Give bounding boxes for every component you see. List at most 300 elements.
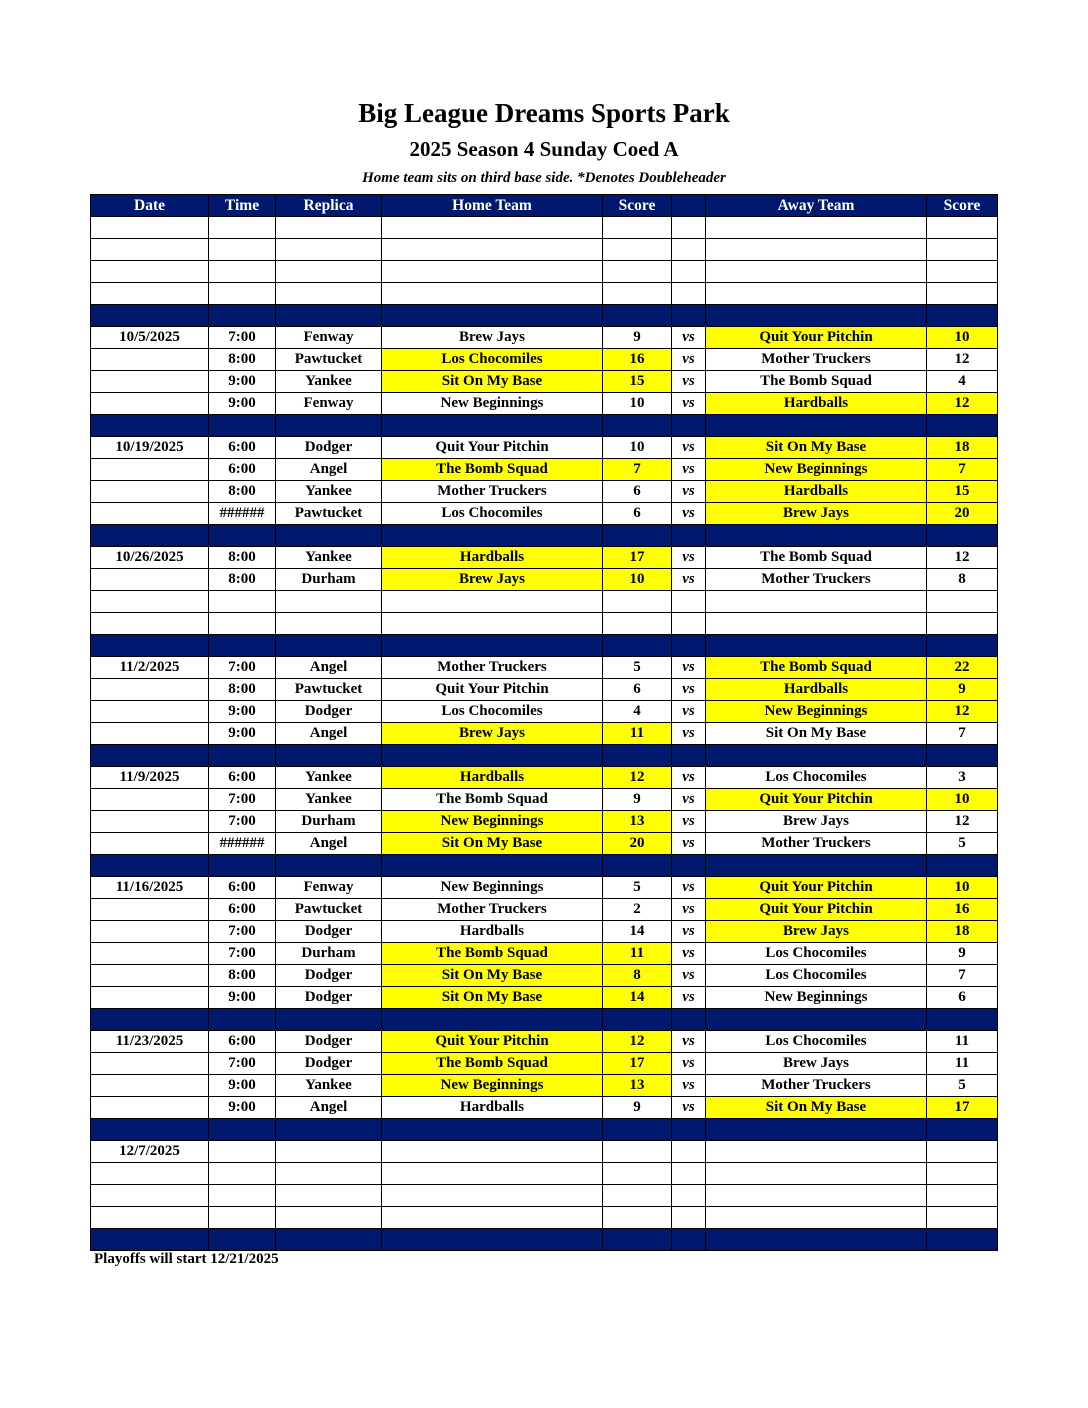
time-cell: ######	[209, 503, 276, 525]
vs-cell: vs	[672, 899, 706, 921]
date-cell	[91, 239, 209, 261]
home-team-cell: New Beginnings	[382, 1075, 603, 1097]
away-team-cell	[706, 239, 927, 261]
vs-cell	[672, 745, 706, 767]
vs-cell	[672, 1229, 706, 1251]
home-score-cell: 6	[603, 679, 672, 701]
home-score-cell	[603, 305, 672, 327]
week-separator-row	[91, 525, 998, 547]
home-team-cell: Sit On My Base	[382, 833, 603, 855]
game-row	[91, 987, 998, 1009]
vs-cell: vs	[672, 1097, 706, 1119]
time-cell: 8:00	[209, 481, 276, 503]
replica-cell	[276, 1229, 382, 1251]
vs-cell: vs	[672, 921, 706, 943]
week-separator-row	[91, 1009, 998, 1031]
game-row	[91, 371, 998, 393]
away-score-cell	[927, 217, 998, 239]
week-separator-row	[91, 1229, 998, 1251]
time-cell: 9:00	[209, 393, 276, 415]
playoffs-note: Playoffs will start 12/21/2025	[94, 1251, 279, 1267]
vs-cell: vs	[672, 481, 706, 503]
home-team-cell: Hardballs	[382, 1097, 603, 1119]
away-team-cell: Quit Your Pitchin	[706, 327, 927, 349]
page-title: Big League Dreams Sports Park	[358, 98, 730, 128]
away-team-cell	[706, 1207, 927, 1229]
time-cell	[209, 745, 276, 767]
vs-cell	[672, 283, 706, 305]
vs-cell	[672, 613, 706, 635]
away-team-cell	[706, 1163, 927, 1185]
date-cell	[91, 1163, 209, 1185]
home-score-cell: 12	[603, 1031, 672, 1053]
week-separator-row	[91, 415, 998, 437]
date-cell: 11/2/2025	[91, 657, 209, 679]
date-cell	[91, 679, 209, 701]
home-score-cell: 10	[603, 393, 672, 415]
away-score-cell: 5	[927, 833, 998, 855]
vs-cell	[672, 1207, 706, 1229]
empty-row	[91, 283, 998, 305]
time-cell	[209, 1009, 276, 1031]
away-score-cell: 17	[927, 1097, 998, 1119]
home-score-cell	[603, 1229, 672, 1251]
replica-cell: Fenway	[276, 877, 382, 899]
home-score-cell	[603, 591, 672, 613]
date-cell	[91, 503, 209, 525]
home-score-cell: 15	[603, 371, 672, 393]
away-score-cell: 12	[927, 811, 998, 833]
time-cell: 6:00	[209, 1031, 276, 1053]
away-team-cell: Los Chocomiles	[706, 767, 927, 789]
home-score-cell: 14	[603, 987, 672, 1009]
date-cell	[91, 217, 209, 239]
empty-row	[91, 1163, 998, 1185]
replica-cell	[276, 239, 382, 261]
replica-cell: Angel	[276, 833, 382, 855]
home-team-cell: New Beginnings	[382, 877, 603, 899]
home-score-cell: 10	[603, 437, 672, 459]
time-cell	[209, 305, 276, 327]
home-team-cell	[382, 635, 603, 657]
replica-cell: Yankee	[276, 767, 382, 789]
away-team-cell	[706, 305, 927, 327]
date-cell	[91, 701, 209, 723]
time-cell	[209, 855, 276, 877]
time-cell: 7:00	[209, 1053, 276, 1075]
empty-row	[91, 1141, 998, 1163]
time-cell	[209, 635, 276, 657]
vs-cell	[672, 261, 706, 283]
away-score-cell: 6	[927, 987, 998, 1009]
date-cell: 10/19/2025	[91, 437, 209, 459]
away-team-cell	[706, 613, 927, 635]
date-cell	[91, 1009, 209, 1031]
home-team-cell: Sit On My Base	[382, 987, 603, 1009]
vs-cell: vs	[672, 943, 706, 965]
away-team-cell: Brew Jays	[706, 1053, 927, 1075]
date-cell	[91, 723, 209, 745]
time-cell: 9:00	[209, 371, 276, 393]
away-score-cell: 16	[927, 899, 998, 921]
home-team-cell: Mother Truckers	[382, 657, 603, 679]
game-row	[91, 569, 998, 591]
home-score-cell: 4	[603, 701, 672, 723]
away-team-cell: Quit Your Pitchin	[706, 877, 927, 899]
home-score-cell	[603, 283, 672, 305]
home-team-cell: Mother Truckers	[382, 481, 603, 503]
date-cell	[91, 943, 209, 965]
away-score-cell	[927, 591, 998, 613]
away-score-cell: 8	[927, 569, 998, 591]
time-cell	[209, 415, 276, 437]
home-team-cell	[382, 1207, 603, 1229]
time-cell: 8:00	[209, 569, 276, 591]
date-cell	[91, 833, 209, 855]
home-score-cell: 6	[603, 481, 672, 503]
home-score-cell: 9	[603, 1097, 672, 1119]
week-separator-row	[91, 1119, 998, 1141]
date-cell	[91, 1075, 209, 1097]
date-cell: 11/23/2025	[91, 1031, 209, 1053]
empty-row	[91, 591, 998, 613]
date-cell	[91, 283, 209, 305]
away-score-cell	[927, 635, 998, 657]
week-separator-row	[91, 305, 998, 327]
vs-cell: vs	[672, 1053, 706, 1075]
home-score-cell: 7	[603, 459, 672, 481]
home-team-cell	[382, 1229, 603, 1251]
home-score-cell	[603, 745, 672, 767]
time-cell: 9:00	[209, 723, 276, 745]
replica-cell: Angel	[276, 723, 382, 745]
date-cell	[91, 349, 209, 371]
away-team-cell	[706, 1185, 927, 1207]
game-row	[91, 481, 998, 503]
date-cell	[91, 613, 209, 635]
replica-cell	[276, 283, 382, 305]
time-cell: 8:00	[209, 349, 276, 371]
away-score-cell: 18	[927, 437, 998, 459]
replica-cell: Dodger	[276, 437, 382, 459]
vs-cell: vs	[672, 437, 706, 459]
replica-cell: Durham	[276, 943, 382, 965]
away-score-cell	[927, 1185, 998, 1207]
date-cell	[91, 1207, 209, 1229]
away-team-cell: The Bomb Squad	[706, 657, 927, 679]
replica-cell	[276, 591, 382, 613]
replica-cell: Angel	[276, 657, 382, 679]
home-score-cell: 13	[603, 1075, 672, 1097]
replica-cell	[276, 1009, 382, 1031]
home-team-cell	[382, 855, 603, 877]
game-row	[91, 503, 998, 525]
date-cell: 12/7/2025	[91, 1141, 209, 1163]
date-cell	[91, 393, 209, 415]
date-cell	[91, 305, 209, 327]
vs-cell: vs	[672, 327, 706, 349]
date-cell	[91, 459, 209, 481]
date-cell	[91, 261, 209, 283]
away-team-cell	[706, 1119, 927, 1141]
vs-cell: vs	[672, 459, 706, 481]
replica-cell	[276, 1207, 382, 1229]
replica-cell	[276, 525, 382, 547]
home-score-cell: 9	[603, 789, 672, 811]
away-score-cell: 12	[927, 547, 998, 569]
home-team-cell: Brew Jays	[382, 327, 603, 349]
home-score-cell: 10	[603, 569, 672, 591]
home-team-cell	[382, 1141, 603, 1163]
time-cell: 6:00	[209, 899, 276, 921]
home-score-cell	[603, 239, 672, 261]
game-row	[91, 877, 998, 899]
away-team-cell: Brew Jays	[706, 921, 927, 943]
home-team-cell	[382, 283, 603, 305]
col-away-score: Score	[927, 195, 998, 217]
home-team-cell: Quit Your Pitchin	[382, 1031, 603, 1053]
replica-cell: Dodger	[276, 1031, 382, 1053]
away-score-cell: 12	[927, 701, 998, 723]
home-team-cell: Quit Your Pitchin	[382, 679, 603, 701]
vs-cell: vs	[672, 767, 706, 789]
replica-cell	[276, 305, 382, 327]
game-row	[91, 327, 998, 349]
empty-row	[91, 217, 998, 239]
away-score-cell: 7	[927, 459, 998, 481]
replica-cell	[276, 1119, 382, 1141]
away-score-cell	[927, 239, 998, 261]
schedule-body	[91, 217, 998, 1251]
time-cell	[209, 1185, 276, 1207]
game-row	[91, 1031, 998, 1053]
home-score-cell: 8	[603, 965, 672, 987]
away-score-cell: 12	[927, 393, 998, 415]
home-score-cell: 11	[603, 723, 672, 745]
away-score-cell	[927, 1119, 998, 1141]
away-team-cell: Brew Jays	[706, 503, 927, 525]
home-team-cell: Hardballs	[382, 921, 603, 943]
away-team-cell: Brew Jays	[706, 811, 927, 833]
away-score-cell	[927, 261, 998, 283]
vs-cell	[672, 1163, 706, 1185]
away-score-cell: 7	[927, 723, 998, 745]
replica-cell: Angel	[276, 459, 382, 481]
away-score-cell: 9	[927, 943, 998, 965]
time-cell	[209, 261, 276, 283]
home-team-cell	[382, 1185, 603, 1207]
home-team-cell	[382, 1009, 603, 1031]
vs-cell: vs	[672, 723, 706, 745]
home-score-cell	[603, 1009, 672, 1031]
time-cell	[209, 283, 276, 305]
home-score-cell	[603, 855, 672, 877]
game-row	[91, 723, 998, 745]
game-row	[91, 789, 998, 811]
away-team-cell	[706, 261, 927, 283]
empty-row	[91, 613, 998, 635]
away-team-cell: Sit On My Base	[706, 1097, 927, 1119]
date-cell	[91, 965, 209, 987]
away-score-cell	[927, 415, 998, 437]
date-cell	[91, 591, 209, 613]
home-score-cell	[603, 613, 672, 635]
date-cell	[91, 1229, 209, 1251]
replica-cell: Pawtucket	[276, 899, 382, 921]
game-row	[91, 657, 998, 679]
home-team-cell: Los Chocomiles	[382, 349, 603, 371]
game-row	[91, 943, 998, 965]
home-score-cell	[603, 1141, 672, 1163]
date-cell	[91, 1053, 209, 1075]
replica-cell: Fenway	[276, 393, 382, 415]
replica-cell: Yankee	[276, 1075, 382, 1097]
time-cell: 9:00	[209, 1097, 276, 1119]
vs-cell: vs	[672, 679, 706, 701]
vs-cell: vs	[672, 503, 706, 525]
game-row	[91, 701, 998, 723]
time-cell: 7:00	[209, 921, 276, 943]
date-cell: 10/26/2025	[91, 547, 209, 569]
vs-cell	[672, 305, 706, 327]
date-cell	[91, 1119, 209, 1141]
game-row	[91, 349, 998, 371]
time-cell: 9:00	[209, 701, 276, 723]
time-cell: 6:00	[209, 459, 276, 481]
home-score-cell: 11	[603, 943, 672, 965]
vs-cell	[672, 239, 706, 261]
game-row	[91, 547, 998, 569]
game-row	[91, 899, 998, 921]
home-score-cell	[603, 217, 672, 239]
home-team-cell: Brew Jays	[382, 569, 603, 591]
away-team-cell	[706, 745, 927, 767]
away-team-cell	[706, 415, 927, 437]
replica-cell	[276, 261, 382, 283]
home-team-cell	[382, 591, 603, 613]
away-team-cell	[706, 1009, 927, 1031]
vs-cell	[672, 525, 706, 547]
home-team-cell: Sit On My Base	[382, 965, 603, 987]
replica-cell	[276, 1163, 382, 1185]
replica-cell: Dodger	[276, 921, 382, 943]
time-cell: 7:00	[209, 943, 276, 965]
home-score-cell: 2	[603, 899, 672, 921]
replica-cell: Angel	[276, 1097, 382, 1119]
away-team-cell: Quit Your Pitchin	[706, 789, 927, 811]
game-row	[91, 1097, 998, 1119]
date-cell	[91, 635, 209, 657]
away-team-cell: Quit Your Pitchin	[706, 899, 927, 921]
away-team-cell: The Bomb Squad	[706, 371, 927, 393]
home-score-cell	[603, 525, 672, 547]
replica-cell: Durham	[276, 569, 382, 591]
game-row	[91, 1075, 998, 1097]
week-separator-row	[91, 635, 998, 657]
away-team-cell: Hardballs	[706, 481, 927, 503]
home-team-cell: The Bomb Squad	[382, 1053, 603, 1075]
vs-cell: vs	[672, 349, 706, 371]
date-cell	[91, 745, 209, 767]
vs-cell	[672, 1141, 706, 1163]
away-team-cell: New Beginnings	[706, 701, 927, 723]
vs-cell: vs	[672, 701, 706, 723]
time-cell	[209, 525, 276, 547]
vs-cell: vs	[672, 811, 706, 833]
away-team-cell: Mother Truckers	[706, 1075, 927, 1097]
replica-cell	[276, 635, 382, 657]
away-team-cell: Los Chocomiles	[706, 1031, 927, 1053]
away-team-cell: The Bomb Squad	[706, 547, 927, 569]
away-score-cell: 5	[927, 1075, 998, 1097]
away-team-cell	[706, 1141, 927, 1163]
away-score-cell	[927, 525, 998, 547]
replica-cell	[276, 613, 382, 635]
home-team-cell: Hardballs	[382, 767, 603, 789]
date-cell	[91, 987, 209, 1009]
date-cell	[91, 855, 209, 877]
vs-cell: vs	[672, 371, 706, 393]
game-row	[91, 459, 998, 481]
home-score-cell: 14	[603, 921, 672, 943]
away-score-cell	[927, 1141, 998, 1163]
replica-cell: Yankee	[276, 789, 382, 811]
date-cell	[91, 921, 209, 943]
away-score-cell	[927, 1229, 998, 1251]
time-cell	[209, 1163, 276, 1185]
date-cell: 11/16/2025	[91, 877, 209, 899]
time-cell	[209, 1207, 276, 1229]
vs-cell: vs	[672, 1075, 706, 1097]
vs-cell: vs	[672, 1031, 706, 1053]
time-cell: 7:00	[209, 657, 276, 679]
away-score-cell: 3	[927, 767, 998, 789]
away-score-cell: 9	[927, 679, 998, 701]
replica-cell	[276, 1185, 382, 1207]
vs-cell	[672, 217, 706, 239]
game-row	[91, 679, 998, 701]
time-cell	[209, 239, 276, 261]
home-team-cell	[382, 239, 603, 261]
vs-cell: vs	[672, 393, 706, 415]
away-score-cell: 4	[927, 371, 998, 393]
away-team-cell	[706, 1229, 927, 1251]
away-score-cell	[927, 745, 998, 767]
time-cell	[209, 613, 276, 635]
home-team-cell: Mother Truckers	[382, 899, 603, 921]
replica-cell	[276, 745, 382, 767]
home-team-cell	[382, 745, 603, 767]
away-team-cell: New Beginnings	[706, 459, 927, 481]
date-cell	[91, 525, 209, 547]
date-cell	[91, 415, 209, 437]
home-score-cell: 16	[603, 349, 672, 371]
home-team-cell: Sit On My Base	[382, 371, 603, 393]
time-cell	[209, 1229, 276, 1251]
vs-cell	[672, 1119, 706, 1141]
col-time: Time	[209, 195, 276, 217]
date-cell	[91, 1097, 209, 1119]
vs-cell: vs	[672, 789, 706, 811]
away-team-cell	[706, 525, 927, 547]
away-score-cell	[927, 283, 998, 305]
away-team-cell: Sit On My Base	[706, 723, 927, 745]
away-team-cell	[706, 855, 927, 877]
page-subtitle: 2025 Season 4 Sunday Coed A	[409, 137, 679, 161]
empty-row	[91, 1207, 998, 1229]
replica-cell: Pawtucket	[276, 503, 382, 525]
time-cell: 7:00	[209, 327, 276, 349]
